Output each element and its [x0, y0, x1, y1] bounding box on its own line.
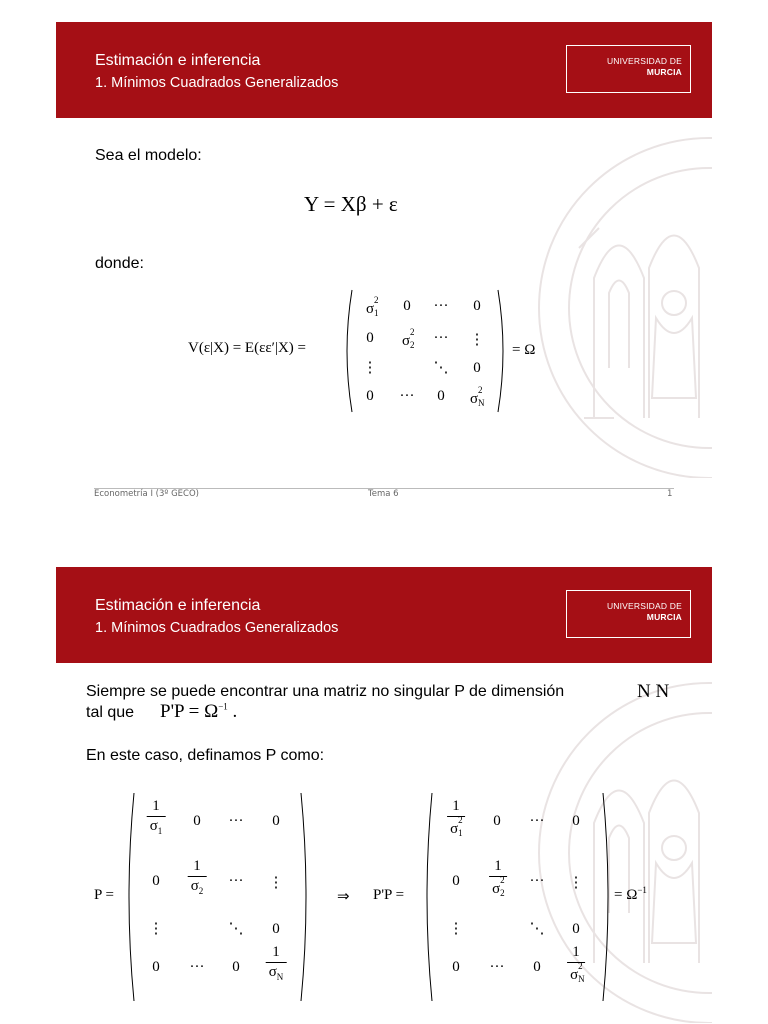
matrix-cell: ⋮ [469, 332, 485, 348]
matrix-cell: ··· [228, 873, 244, 889]
slide-1 [56, 22, 712, 512]
matrix-cell: σ 2 2 [401, 327, 415, 350]
slide-title: Estimación e inferencia [95, 52, 261, 69]
statement-line-1: Siempre se puede encontrar una matriz no singular P de dimensión [86, 683, 565, 700]
matrix-cell: 0 [473, 298, 481, 314]
left-parenthesis [122, 791, 136, 1003]
footer-course: Econometría I (3º GECO) [94, 489, 199, 499]
slide-2 [56, 567, 712, 1024]
matrix-fraction: $\frac{1}{\sigma_2}$ [188, 859, 207, 896]
left-parenthesis [420, 791, 434, 1003]
matrix-cell: 0 [572, 921, 580, 937]
ptp-label: P'P = [373, 887, 405, 903]
p-label: P = [94, 887, 114, 903]
matrix-cell: ··· [433, 330, 449, 346]
matrix-cell: ··· [433, 298, 449, 314]
donde-text: donde: [95, 255, 144, 272]
matrix-fraction: 1 σ 2 1 [447, 799, 465, 837]
university-logo [566, 590, 691, 638]
matrix-cell: 0 [452, 959, 460, 975]
matrix-cell: ··· [228, 813, 244, 829]
matrix-cell: 0 [366, 388, 374, 404]
footer-page-number: 1 [667, 489, 673, 499]
right-parenthesis [496, 288, 510, 414]
matrix-cell: σ 2 N [469, 385, 485, 408]
slide-title: Estimación e inferencia [95, 597, 261, 614]
matrix-cell: 0 [272, 921, 280, 937]
matrix-cell: 0 [473, 360, 481, 376]
slide-header [56, 567, 712, 663]
matrix-fraction: 1 σ 2 2 [489, 859, 507, 897]
matrix-cell: ⋮ [448, 921, 464, 937]
matrix-cell: 0 [493, 813, 501, 829]
model-equation: Y = Xβ + ε [304, 192, 398, 216]
matrix-fraction: 1 σ 2 N [567, 945, 585, 983]
matrix-cell: 0 [366, 330, 374, 346]
intro-text: Sea el modelo: [95, 147, 202, 164]
slide-header [56, 22, 712, 118]
university-seal-watermark [524, 118, 712, 478]
omega-inverse-result: = $\Omega^{-1}$ [614, 885, 647, 903]
matrix-cell: ⋮ [568, 875, 584, 891]
slide-subtitle: 1. Mínimos Cuadrados Generalizados [95, 620, 339, 636]
university-logo [566, 45, 691, 93]
matrix-cell: 0 [452, 873, 460, 889]
matrix-cell: 0 [152, 873, 160, 889]
matrix-cell: 0 [272, 813, 280, 829]
matrix-cell: ⋱ [228, 921, 244, 937]
matrix-fraction: $\frac{1}{\sigma_N}$ [266, 945, 287, 982]
matrix-cell: ··· [529, 813, 545, 829]
footer-topic: Tema 6 [368, 489, 399, 499]
matrix-cell: ⋱ [433, 360, 449, 376]
statement-line-3: En este caso, definamos P como: [86, 747, 325, 764]
matrix-cell: ⋮ [362, 360, 378, 376]
matrix-cell: 0 [152, 959, 160, 975]
ptp-condition: $P'P = \Omega^{-1}$ . [160, 701, 238, 722]
left-parenthesis [340, 288, 354, 414]
matrix-cell: 0 [232, 959, 240, 975]
matrix-cell: 0 [572, 813, 580, 829]
matrix-cell: 0 [533, 959, 541, 975]
logo-line-2: MURCIA [646, 612, 682, 622]
matrix-cell: ··· [399, 388, 415, 404]
matrix-fraction: $\frac{1}{\sigma_1}$ [147, 799, 166, 836]
right-parenthesis [299, 791, 313, 1003]
logo-line-2: MURCIA [646, 67, 682, 77]
logo-line-1: UNIVERSIDAD DE [606, 56, 682, 66]
matrix-cell: ··· [529, 873, 545, 889]
statement-line-2: tal que [86, 704, 135, 721]
matrix-cell: 0 [193, 813, 201, 829]
omega-result: = Ω [512, 342, 536, 358]
right-parenthesis [601, 791, 615, 1003]
variance-expression: V(ε|X) = E(εε′|X) = [188, 340, 306, 356]
matrix-cell: 0 [403, 298, 411, 314]
matrix-cell: ⋮ [268, 875, 284, 891]
matrix-cell: ⋱ [529, 921, 545, 937]
dimension-expression: N N [637, 681, 670, 702]
implies-arrow: ⇒ [337, 889, 350, 905]
logo-line-1: UNIVERSIDAD DE [606, 601, 682, 611]
university-seal-watermark [524, 663, 712, 1023]
slide-subtitle: 1. Mínimos Cuadrados Generalizados [95, 75, 339, 91]
matrix-cell: ⋮ [148, 921, 164, 937]
matrix-cell: ··· [489, 959, 505, 975]
matrix-cell: σ 2 1 [365, 295, 379, 318]
matrix-cell: ··· [189, 959, 205, 975]
matrix-cell: 0 [437, 388, 445, 404]
